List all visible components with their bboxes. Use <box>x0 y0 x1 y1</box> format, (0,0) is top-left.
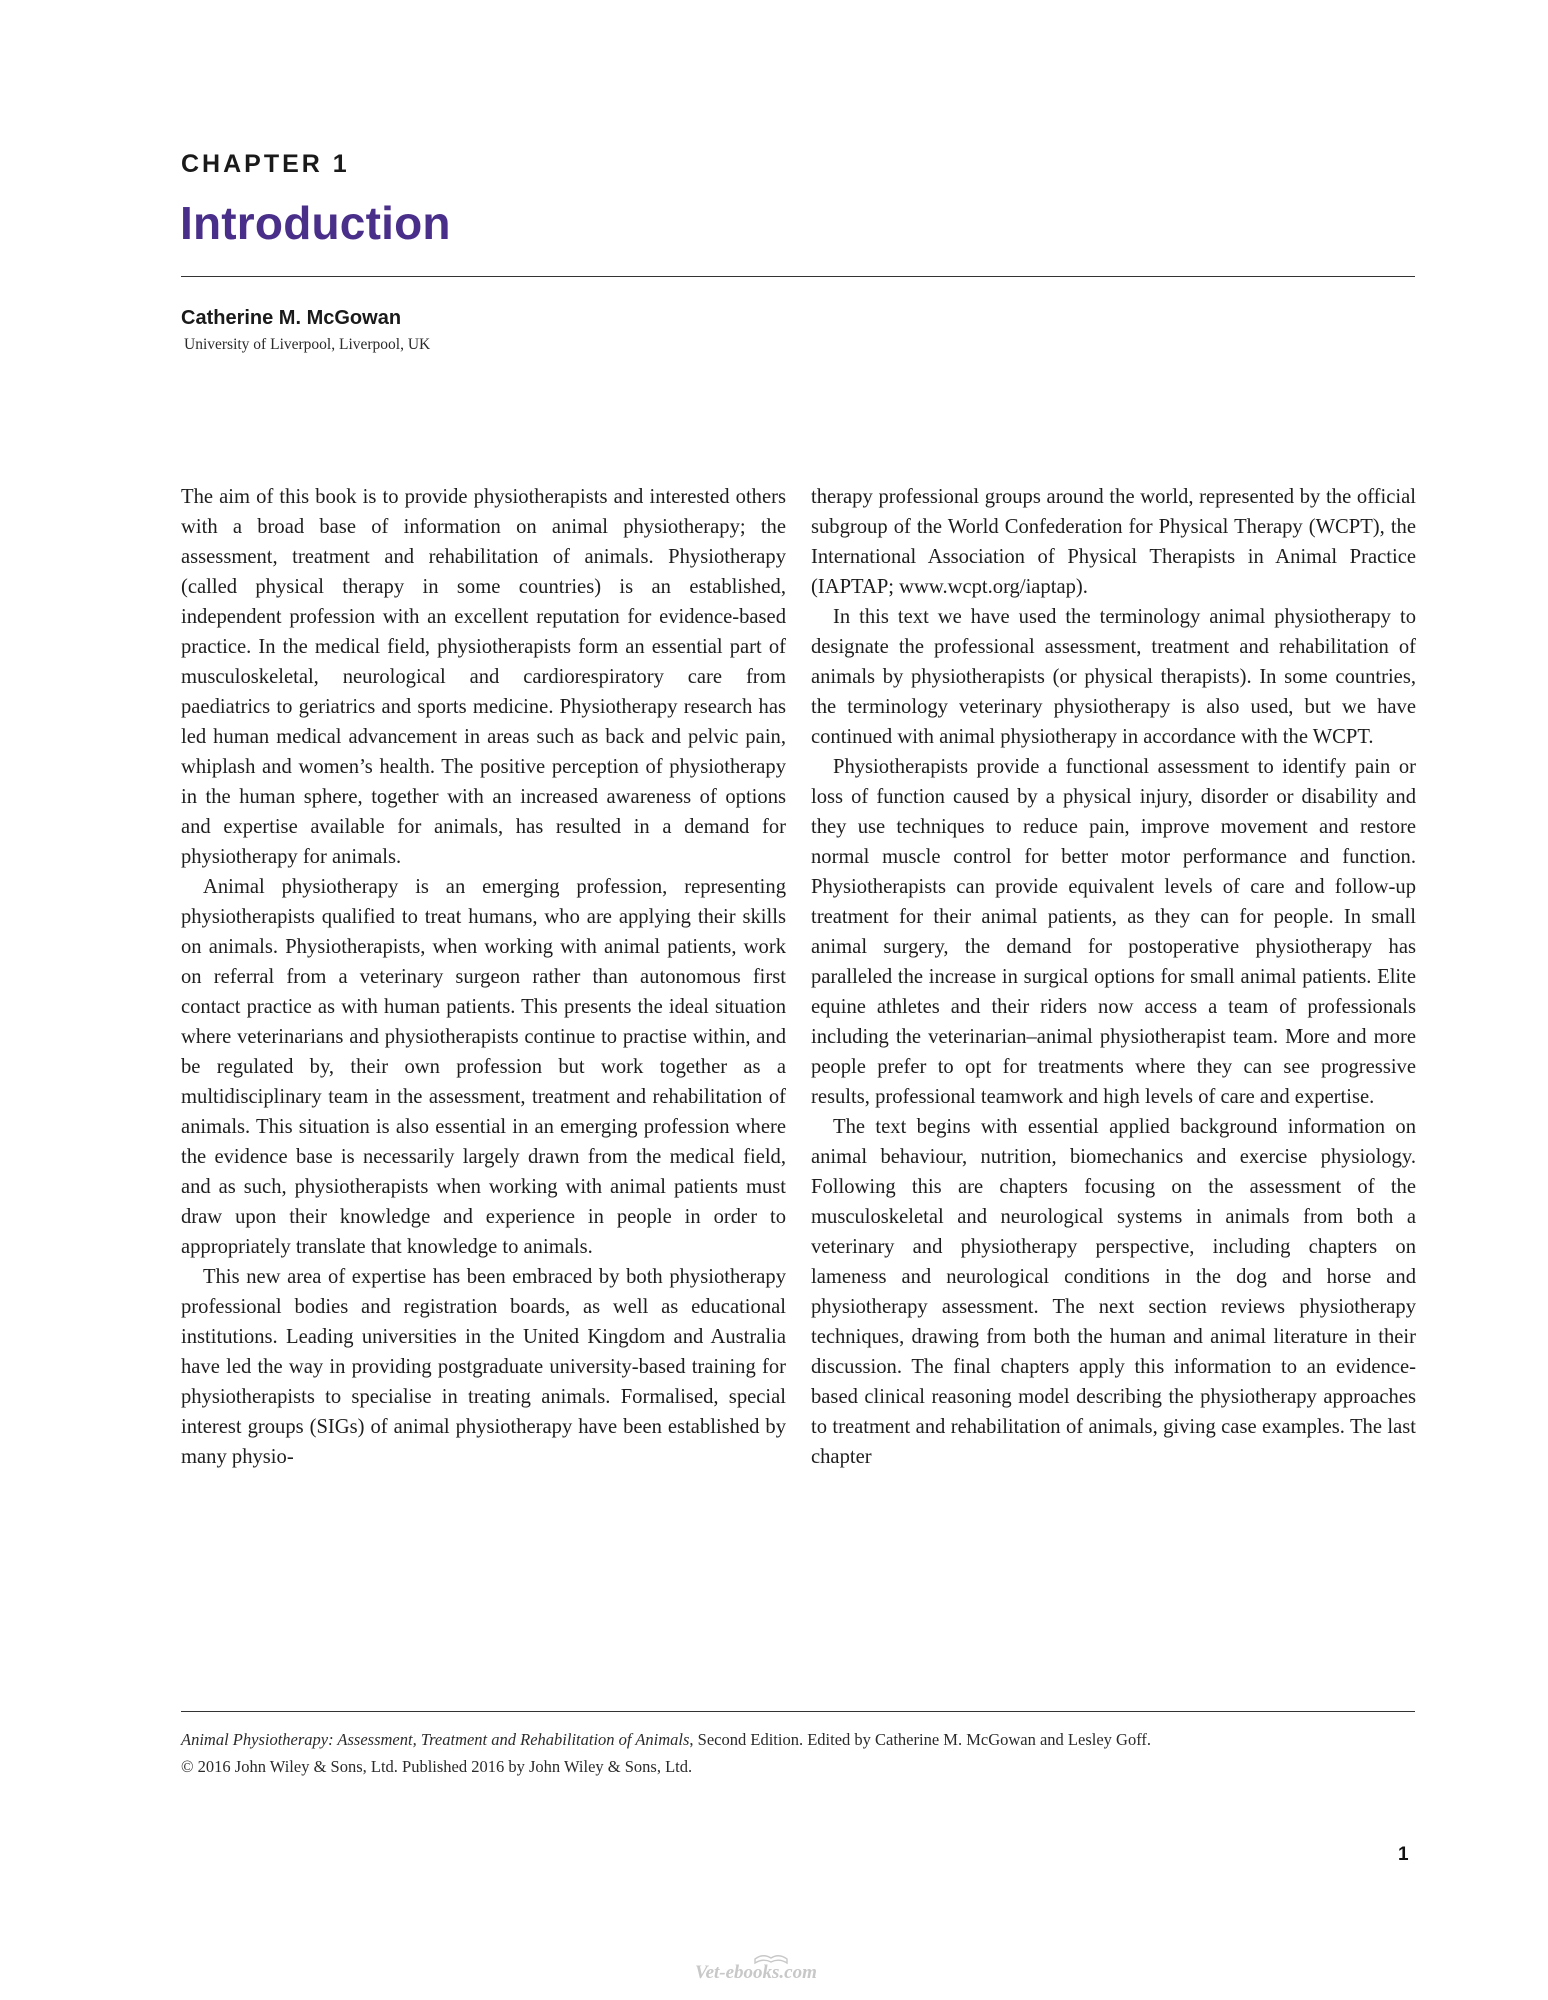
page-number: 1 <box>1398 1844 1409 1865</box>
body-paragraph: Animal physiotherapy is an emerging profession, representing physiotherapists qualified to treat humans, who are applying their skills on animals. Physiotherapists, when working with animal patients, work on referral from a veterinary surgeon rather than autonomous first contact practice as with human patients. This presents the ideal situation where veterinarians and physiotherapists continue to practise within, and be regulated by, their own profession but work together as a multidisciplinary team in the assessment, treatment and rehabilitation of animals. This situation is also essential in an emerging profession where the evidence base is necessarily largely drawn from the medical field, and as such, physiotherapists when working with animal patients must draw upon their knowledge and experience in people in order to appropriately translate that knowledge to animals. <box>181 876 786 1258</box>
chapter-label: CHAPTER 1 <box>181 150 350 178</box>
body-paragraph: Physiotherapists provide a functional assessment to identify pain or loss of function caused by a physical injury, disorder or disability and they use techniques to reduce pain, improve movement and restore normal muscle control for better motor performance and function. Physiotherapists can provide equivalent levels of care and follow-up treatment for their animal patients, as they can for people. In small animal surgery, the demand for postoperative physiotherapy has paralleled the increase in surgical options for small animal patients. Elite equine athletes and their riders now access a team of professionals including the veterinarian–animal physiotherapist team. More and more people prefer to opt for treatments where they can see progressive results, professional teamwork and high levels of care and expertise. <box>811 756 1416 1108</box>
body-paragraph: The text begins with essential applied background information on animal behaviour, nutrition, biomechanics and exercise physiology. Following this are chapters focusing on the assessment of the musculoskeletal and neurological systems in animals from both a veterinary and physiotherapy perspective, including chapters on lameness and neurological conditions in the dog and horse and physiotherapy assessment. The next section reviews physiotherapy techniques, drawing from both the human and animal literature in their discussion. The final chapters apply this information to an evidence-based clinical reasoning model describing the physiotherapy approaches to treatment and rehabilitation of animals, giving case examples. The last chapter <box>811 1116 1416 1468</box>
footnote-citation <box>181 1726 1415 1753</box>
footnote-book-title: Animal Physiotherapy: Assessment, Treatment and Rehabilitation of Animals <box>181 1730 690 1749</box>
header-divider <box>181 276 1415 277</box>
body-paragraph: This new area of expertise has been embraced by both physiotherapy professional bodies and registration boards, as well as educational institutions. Leading universities in the United Kingdom and Australia have led the way in providing postgraduate university-based training for physiotherapists to specialise in treating animals. Formalised, special interest groups (SIGs) of animal physiotherapy have been established by many physio- <box>181 1266 786 1468</box>
watermark-text: Vet-ebooks.com <box>695 1962 817 1983</box>
body-column-left <box>181 482 786 1472</box>
body-paragraph: therapy professional groups around the world, represented by the official subgroup of the World Confederation for Physical Therapy (WCPT), the International Association of Physical Therapists in Animal Practice (IAPTAP; www.wcpt.org/iaptap). <box>811 486 1416 598</box>
body-column-right <box>811 482 1416 1472</box>
footnote-divider <box>181 1711 1415 1712</box>
chapter-title: Introduction <box>180 197 451 249</box>
footnote-edition: , Second Edition. Edited by Catherine M. McGowan and Lesley Goff. <box>689 1730 1152 1749</box>
author-name: Catherine M. McGowan <box>181 307 402 329</box>
watermark-logo <box>693 1950 853 1984</box>
source-footnote <box>181 1726 1415 1780</box>
body-paragraph: In this text we have used the terminology animal physiotherapy to designate the professional assessment, treatment and rehabilitation of animals by physiotherapists (or physical therapists). In some countries, the terminology veterinary physiotherapy is also used, but we have continued with animal physiotherapy in accordance with the WCPT. <box>811 606 1416 748</box>
author-affiliation: University of Liverpool, Liverpool, UK <box>184 336 431 353</box>
body-paragraph: The aim of this book is to provide physiotherapists and interested others with a broad base of information on animal physiotherapy; the assessment, treatment and rehabilitation of animals. Physiotherapy (called physical therapy in some countries) is an established, independent profession with an excellent reputation for evidence-based practice. In the medical field, physiotherapists form an essential part of musculoskeletal, neurological and cardiorespiratory care from paediatrics to geriatrics and sports medicine. Physiotherapy research has led human medical advancement in areas such as back and pelvic pain, whiplash and women’s health. The positive perception of physiotherapy in the human sphere, together with an increased awareness of options and expertise available for animals, has resulted in a demand for physiotherapy for animals. <box>181 486 786 868</box>
footnote-copyright: © 2016 John Wiley & Sons, Ltd. Published 2016 by John Wiley & Sons, Ltd. <box>181 1757 693 1776</box>
